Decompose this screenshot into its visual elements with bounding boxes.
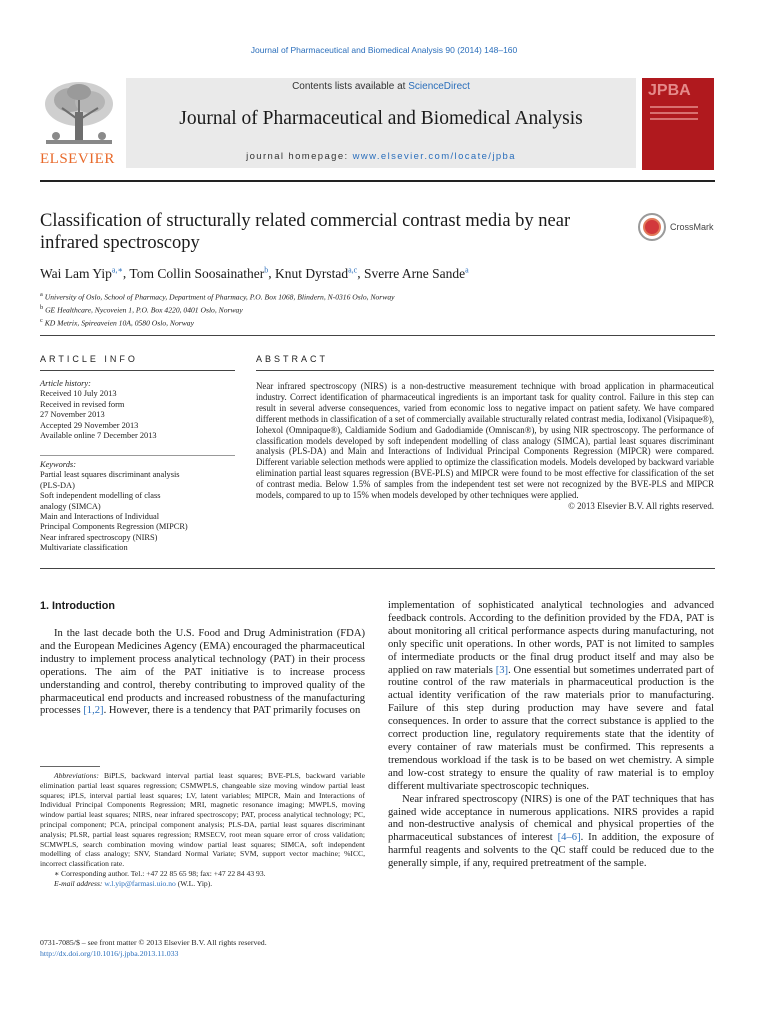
email-link[interactable]: w.l.yip@farmasi.uio.no — [104, 878, 176, 888]
keyword: Soft independent modelling of class — [40, 491, 161, 501]
author-list — [40, 265, 710, 282]
affiliation-sup: b — [40, 304, 44, 312]
author[interactable] — [40, 266, 123, 281]
body-column-right — [388, 600, 714, 871]
author-name: Tom Collin Soosainather — [129, 265, 265, 281]
author-affil-sup[interactable]: a,∗ — [111, 265, 123, 274]
email-suffix: (W.L. Yip). — [175, 878, 213, 888]
footnotes — [40, 771, 365, 889]
article-history-label: Article history: — [40, 379, 91, 388]
crossmark-badge[interactable] — [638, 213, 714, 241]
keyword: analogy (SIMCA) — [40, 501, 101, 511]
article-info-rule — [40, 370, 235, 371]
affiliation-text: GE Healthcare, Nycoveien 1, P.O. Box 4220, 0401 Oslo, Norway — [45, 305, 243, 315]
keyword: Multivariate classification — [40, 543, 128, 553]
paragraph-text: Near infrared spectroscopy (NIRS) is one of the PAT techniques that has gained wide acceptance in numerous applications. NIRS provides a rapid and non-destructive analysis of chemical and physical properties of the pharmaceutical substances of interest — [388, 793, 714, 844]
intro-paragraph — [388, 794, 714, 871]
intro-heading: 1. Introduction — [40, 600, 115, 612]
journal-title: Journal of Pharmaceutical and Biomedical Analysis — [179, 108, 583, 129]
homepage-prefix: journal homepage: — [246, 151, 353, 162]
author-name: Sverre Arne Sande — [363, 265, 466, 281]
keywords-rule — [40, 455, 235, 456]
masthead-rule — [40, 180, 715, 182]
paragraph-text: . However, there is a tendency that PAT primarily focuses on — [103, 705, 361, 717]
author[interactable] — [129, 266, 268, 281]
history-entry: 27 November 2013 — [40, 410, 105, 420]
body-column-left — [40, 628, 365, 718]
history-entry: Accepted 29 November 2013 — [40, 420, 139, 430]
keywords — [40, 460, 235, 554]
abbreviations-text: BiPLS, backward interval partial least squares; BVE-PLS, backward variable elimination partial least squares regression; CSMWPLS, changeable size moving window partial least squares; iPLS, interval partial least squares; LV, latent variables; MIPCR, Main and Interactions of Individual Principal Components Regression; MRI, magnetic resonance imaging; MWPLS, moving window partial least squares; NIRS, near infrared spectroscopy; PAT, process analytical technology; PC, principal component; PCA, principal component analysis; PLS-DA, partial least squares discriminant analysis; PLSR, partial least squares regression; RMSECV, root mean square error of cross validation; SCMWPLS, search combination moving window partial least squares; SIMCA, soft independent modelling of class analogy; SNV, Standard Normal Variate; SVM, support vector machine; %ICC, incorrect classification rate. — [40, 771, 365, 869]
elsevier-logo[interactable] — [40, 78, 120, 170]
affiliation-text: KD Metrix, Spireaveien 10A, 0580 Oslo, Norway — [44, 318, 194, 328]
abstract-end-rule — [40, 568, 715, 569]
contents-prefix: Contents lists available at — [292, 81, 409, 92]
keyword: Main and Interactions of Individual — [40, 512, 160, 522]
reference-link[interactable]: [1,2] — [83, 705, 104, 717]
front-matter-line: 0731-7085/$ – see front matter © 2013 Elsevier B.V. All rights reserved. — [40, 938, 267, 947]
intro-paragraph — [40, 628, 365, 718]
paragraph-text: implementation of sophisticated analytical technologies and advanced feedback controls. According to the definition provided by the FDA, PAT is about monitoring all critical performance aspects during manufacturing, not only specific unit operations. In other words, PAT is not limited to samples of intermediate products or the final drug product itself and may also be applied on raw materials — [388, 600, 714, 676]
abstract-copyright: © 2013 Elsevier B.V. All rights reserved. — [568, 500, 714, 511]
abbreviations-footnote — [40, 771, 365, 869]
history-entry: Available online 7 December 2013 — [40, 431, 157, 441]
cover-text-lines — [650, 106, 698, 124]
keyword: Principal Components Regression (MIPCR) — [40, 522, 188, 532]
footnote-rule — [40, 766, 100, 767]
author-separator: , — [268, 265, 275, 281]
elsevier-tree-icon — [40, 78, 118, 152]
cover-logo: JPBA — [648, 82, 691, 99]
homepage-link[interactable]: www.elsevier.com/locate/jpba — [352, 151, 516, 162]
sciencedirect-link[interactable]: ScienceDirect — [408, 81, 470, 92]
affiliation — [40, 303, 710, 316]
author-affil-sup[interactable]: a — [465, 265, 469, 274]
affiliation-sup: c — [40, 317, 43, 325]
abbreviations-label: Abbreviations: — [54, 771, 99, 780]
homepage-line — [126, 151, 636, 162]
author-name: Knut Dyrstad — [274, 265, 349, 281]
contents-line — [126, 81, 636, 92]
history-entry: Received 10 July 2013 — [40, 389, 117, 399]
issn-block — [40, 937, 370, 959]
email-footnote — [40, 879, 365, 889]
email-label: E-mail address: — [54, 878, 105, 888]
keyword: Partial least squares discriminant analysis — [40, 470, 180, 480]
author-separator: , — [357, 265, 364, 281]
affiliation — [40, 290, 710, 303]
abstract-rule — [256, 370, 714, 371]
affiliation — [40, 316, 710, 329]
crossmark-label: CrossMark — [670, 222, 714, 232]
masthead-banner — [126, 78, 636, 168]
keywords-label: Keywords: — [40, 460, 76, 469]
crossmark-icon — [638, 213, 666, 241]
intro-paragraph — [388, 600, 714, 794]
author[interactable] — [275, 266, 357, 281]
abstract-heading: ABSTRACT — [256, 354, 329, 364]
author-name: Wai Lam Yip — [40, 265, 112, 281]
journal-masthead — [40, 78, 715, 174]
paragraph-text: . In addition, the exposure of harmful reagents and solvents to the QC staff could be reduced due to the generally simple, if any, required pretreatment of the sample. — [388, 832, 715, 870]
elsevier-wordmark: ELSEVIER — [40, 151, 115, 167]
abstract-body — [256, 381, 714, 512]
paragraph-text: In the last decade both the U.S. Food and Drug Administration (FDA) and the European Medicines Agency (EMA) encouraged the pharmaceutical industry to implement process analytical technology (PAT) in their process operations. The aim of the PAT initiative is to increase process understanding and control, thereby contributing to improved quality of the pharmaceutical end products and increased robustness of the manufacturing processes — [40, 628, 365, 717]
author-affil-sup[interactable]: a,c — [348, 265, 358, 274]
article-history — [40, 379, 235, 441]
abstract-text: Near infrared spectroscopy (NIRS) is a non-destructive measurement technique with broad application in pharmaceutical industry. Correct identification of pharmaceutical ingredients is an important task for quality control. Failure in this step can result in several adverse consequences, varied from economic loss to negative impact on patient safety. We have compared different methods in classification of a set of commercially available structurally related contrast media, Iodixanol (Visipaque®), Iohexol (Omnipaque®), Caldiamide Sodium and Gadodiamide (Omniscan®), by using NIR spectroscopy. The performance of classification models developed by soft independent modelling of class analogy (SIMCA), partial least squares discriminant analysis (PLS-DA) and Main and Interactions of Individual Principal Components Regression (MIPCR) were compared. Different variable selection methods were applied to optimize the classification models. Models developed by backward variable elimination partial least squares regression (BVE-PLS) and MIPCR were found to be most effective for classification of the set of contrast media. Below 1.5% of samples from the independent test set were not recognized by the BVE-PLS and MIPCR models, compared to up to 15% when models developed by other techniques were applied. — [256, 381, 714, 501]
reference-link[interactable]: [4–6] — [557, 832, 581, 844]
author-separator: , — [122, 265, 130, 281]
author[interactable] — [364, 266, 469, 281]
corresponding-author: ∗ Corresponding author. Tel.: +47 22 85 65 98; fax: +47 22 84 43 93. — [54, 868, 266, 878]
keyword: (PLS-DA) — [40, 480, 75, 490]
affiliation-rule — [40, 335, 715, 336]
paragraph-text: . One essential but sometimes underrated part of routine control of the raw materials in pharmaceutical production is the actual identity verification of the raw materials prior to manufacturing. Failure of this step during production may have severe and fatal consequences. In order to assure that the correct substance is applied to the correct production line, regulatory requirements state that the identity of every container of raw materials must be confirmed. This represents a tremendous workload if the task is to be based on wet chemistry. A simple and low-cost strategy to ensure the quality of raw material is to employ different multivariate spectroscopic techniques. — [388, 664, 714, 792]
journal-citation[interactable]: Journal of Pharmaceutical and Biomedical Analysis 90 (2014) 148–160 — [250, 45, 518, 55]
history-entry: Received in revised form — [40, 399, 125, 409]
author-affil-sup[interactable]: b — [264, 265, 269, 274]
article-info-heading: ARTICLE INFO — [40, 354, 138, 364]
affiliation-text: University of Oslo, School of Pharmacy, Department of Pharmacy, P.O. Box 1068, Blindern, N-0316 Oslo, Norway — [44, 292, 395, 302]
journal-cover-thumbnail[interactable] — [642, 78, 714, 170]
paper-title: Classification of structurally related commercial contrast media by near infrared spectroscopy — [40, 211, 571, 253]
doi-link[interactable]: http://dx.doi.org/10.1016/j.jpba.2013.11.033 — [40, 949, 179, 958]
reference-link[interactable]: [3] — [495, 664, 509, 676]
affiliation-sup: a — [40, 291, 43, 298]
affiliation-list — [40, 290, 710, 329]
keyword: Near infrared spectroscopy (NIRS) — [40, 532, 158, 542]
